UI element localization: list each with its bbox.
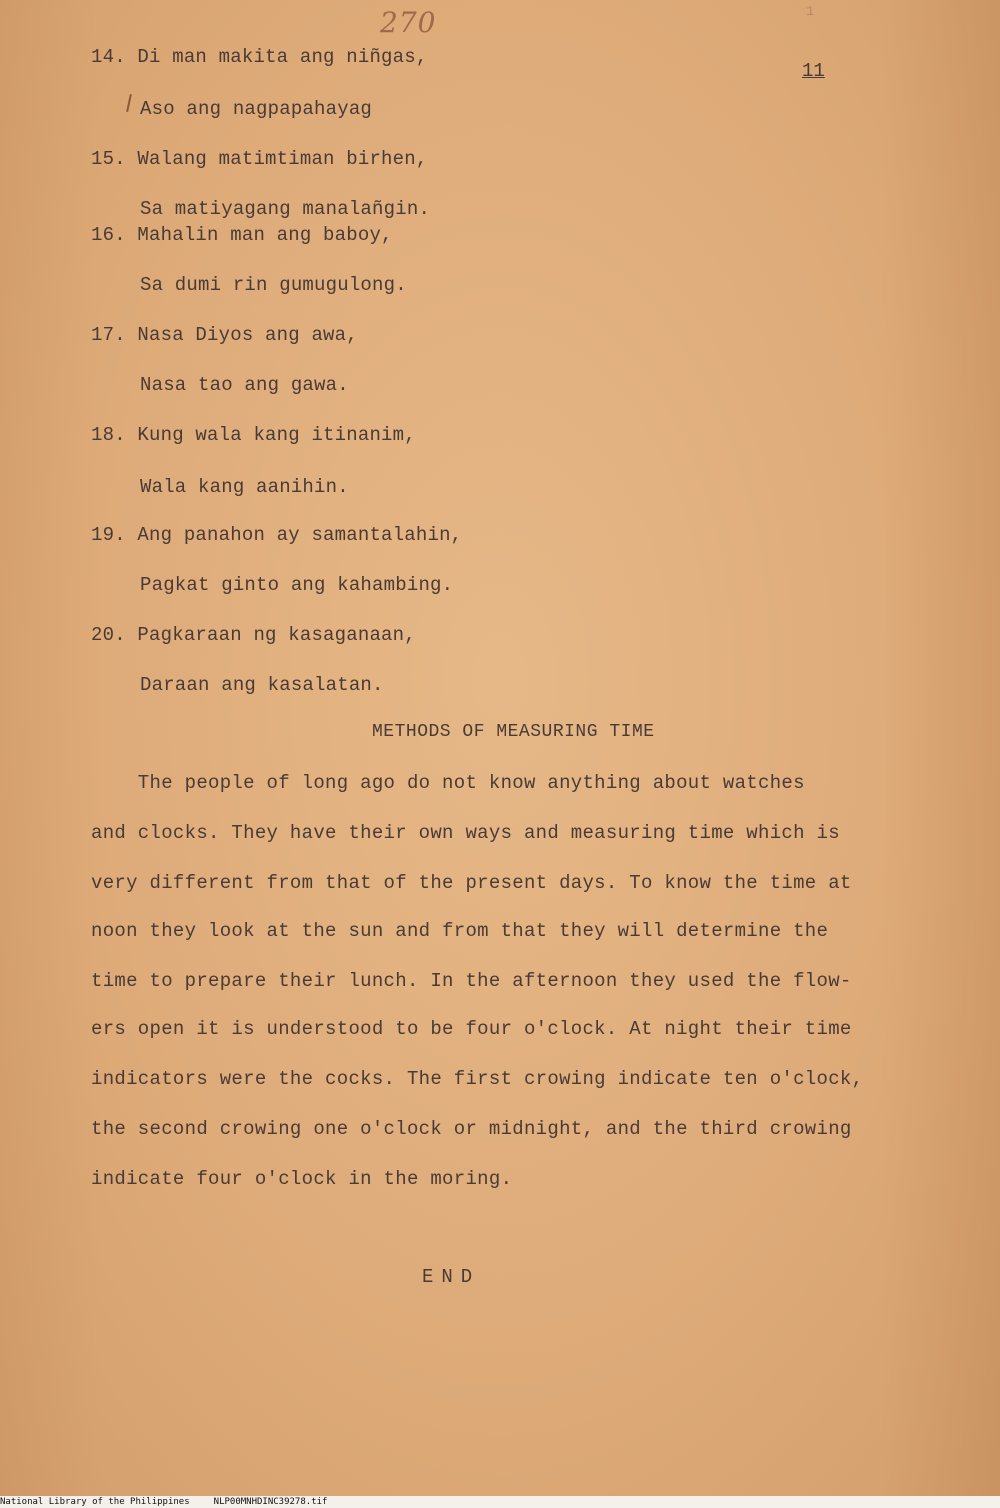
proverb-text: Mahalin man ang baboy, — [137, 224, 393, 246]
paragraph-line: the second crowing one o'clock or midnight, and the third crowing — [91, 1118, 852, 1140]
proverb-20-line2: Daraan ang kasalatan. — [140, 674, 384, 696]
file-name: NLP00MNHDINC39278.tif — [213, 1497, 328, 1507]
paragraph-line: time to prepare their lunch. In the afternoon they used the flow- — [91, 970, 852, 992]
proverb-16-line2: Sa dumi rin gumugulong. — [140, 274, 407, 296]
paragraph-line: very different from that of the present days. To know the time at — [91, 872, 852, 894]
proverb-16-line1 — [91, 224, 393, 246]
proverb-14-line2: Aso ang nagpapahayag — [140, 98, 373, 120]
proverb-text: Kung wala kang itinanim, — [137, 424, 416, 446]
proverb-19-line2: Pagkat ginto ang kahambing. — [140, 574, 454, 596]
pencil-mark — [126, 94, 132, 112]
paragraph-line: The people of long ago do not know anything about watches — [91, 772, 805, 794]
proverb-text: Nasa Diyos ang awa, — [137, 324, 358, 346]
paragraph-line: indicate four o'clock in the moring. — [91, 1168, 513, 1190]
paragraph-line: and clocks. They have their own ways and measuring time which is — [91, 822, 840, 844]
proverb-text: Ang panahon ay samantalahin, — [137, 524, 463, 546]
handwritten-page-number: 270 — [380, 6, 437, 39]
proverb-14-line1 — [91, 46, 427, 68]
proverb-18-line2: Wala kang aanihin. — [140, 476, 349, 498]
corner-mark: 1 — [806, 4, 815, 20]
paragraph-line: indicators were the cocks. The first crowing indicate ten o'clock, — [91, 1068, 864, 1090]
proverb-number: 17. — [91, 324, 126, 346]
proverb-15-line1 — [91, 148, 427, 170]
proverb-text: Di man makita ang niñgas, — [137, 46, 428, 68]
paragraph-line: noon they look at the sun and from that they will determine the — [91, 920, 829, 942]
proverb-number: 19. — [91, 524, 126, 546]
proverb-number: 20. — [91, 624, 126, 646]
proverb-17-line2: Nasa tao ang gawa. — [140, 374, 349, 396]
scan-footer — [0, 1496, 1000, 1508]
paragraph-line: ers open it is understood to be four o'clock. At night their time — [91, 1018, 852, 1040]
proverb-text: Pagkaraan ng kasaganaan, — [137, 624, 416, 646]
proverb-number: 14. — [91, 46, 126, 68]
proverb-19-line1 — [91, 524, 462, 546]
page-number: 11 — [802, 60, 825, 82]
proverb-number: 16. — [91, 224, 126, 246]
proverb-number: 18. — [91, 424, 126, 446]
proverb-text: Walang matimtiman birhen, — [137, 148, 428, 170]
section-heading: METHODS OF MEASURING TIME — [372, 722, 655, 742]
proverb-18-line1 — [91, 424, 416, 446]
library-credit: National Library of the Philippines — [0, 1497, 190, 1507]
proverb-15-line2: Sa matiyagang manalañgin. — [140, 198, 431, 220]
proverb-20-line1 — [91, 624, 416, 646]
proverb-number: 15. — [91, 148, 126, 170]
end-marker: END — [422, 1266, 481, 1288]
proverb-17-line1 — [91, 324, 358, 346]
